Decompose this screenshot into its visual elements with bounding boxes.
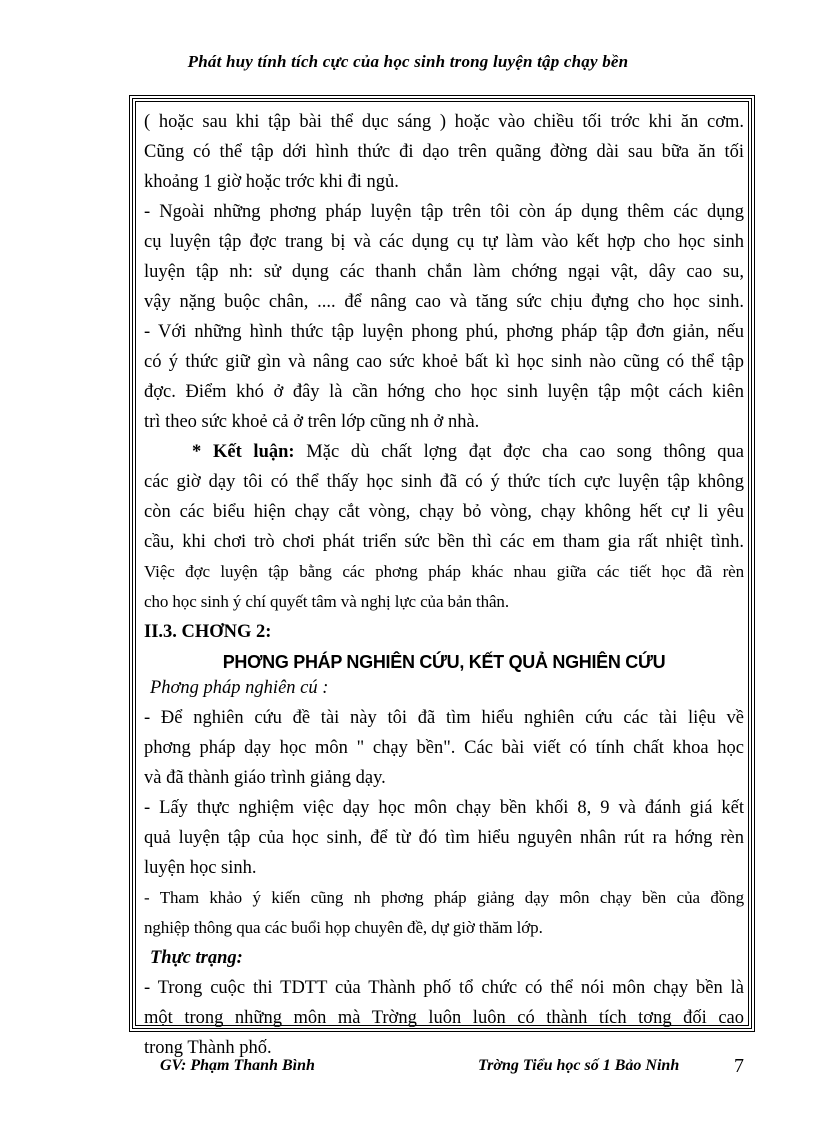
methods-label: Phơng pháp nghiên cú :	[150, 678, 329, 698]
conclusion-first-line	[144, 437, 744, 467]
body-line: vậy nặng buộc chân, .... để nâng cao và tăng sức chịu đựng cho học sinh.	[144, 292, 744, 312]
body-line: đợc. Điểm khó ở đây là cần hớng cho học sinh luyện tập một cách kiên	[144, 382, 744, 402]
conclusion-line: cầu, khi chơi trò chơi phát triển sức bền thì các em tham gia rất nhiệt tình.	[144, 532, 744, 552]
status-label: Thực trạng:	[150, 948, 243, 968]
footer-author: GV: Phạm Thanh Bình	[160, 1057, 315, 1074]
methods-line: phơng pháp dạy học môn " chạy bền". Các bài viết có tính chất khoa học	[144, 738, 744, 758]
section-title: II.3. CHƠNG 2:	[144, 622, 272, 642]
body-line: khoảng 1 giờ hoặc trớc khi đi ngủ.	[144, 172, 399, 192]
methods-line: - Tham khảo ý kiến cũng nh phơng pháp giảng dạy môn chạy bền của đồng	[144, 888, 744, 907]
conclusion-line: còn các biểu hiện chạy cắt vòng, chạy bỏ vòng, chạy không hết cự li yêu	[144, 502, 744, 522]
body-line: Cũng có thể tập dới hình thức đi dạo trên quãng đờng dài sau bữa ăn tối	[144, 142, 744, 162]
methods-line: quả luyện tập của học sinh, để từ đó tìm hiểu nguyên nhân rút ra hớng rèn	[144, 828, 744, 848]
conclusion-line: các giờ dạy tôi có thể thấy học sinh đã có ý thức tích cực luyện tập không	[144, 472, 744, 492]
page-number: 7	[734, 1055, 744, 1077]
conclusion-line: Việc đợc luyện tập bằng các phơng pháp khác nhau giữa các tiết học đã rèn	[144, 562, 744, 581]
body-line: - Với những hình thức tập luyện phong phú, phơng pháp tập đơn giản, nếu	[144, 322, 744, 342]
body-line: - Ngoài những phơng pháp luyện tập trên tôi còn áp dụng thêm các dụng	[144, 202, 744, 222]
running-header: Phát huy tính tích cực của học sinh trong luyện tập chạy bền	[187, 52, 629, 71]
status-line: - Trong cuộc thi TDTT của Thành phố tổ chức có thể nói môn chạy bền là	[144, 978, 744, 998]
footer-school: Trờng Tiểu học số 1 Bảo Ninh	[478, 1057, 680, 1074]
body-line: trì theo sức khoẻ cả ở trên lớp cũng nh ở nhà.	[144, 412, 480, 432]
conclusion-text: Mặc dù chất lợng đạt đợc cha cao song thông qua	[306, 442, 745, 462]
methods-line: nghiệp thông qua các buổi họp chuyên đề, dự giờ thăm lớp.	[144, 918, 543, 937]
methods-line: - Để nghiên cứu đề tài này tôi đã tìm hiểu nghiên cứu các tài liệu về	[144, 708, 744, 728]
running-footer	[160, 1057, 760, 1081]
methods-line: - Lấy thực nghiệm việc dạy học môn chạy bền khối 8, 9 và đánh giá kết	[144, 798, 744, 818]
methods-line: luyện học sinh.	[144, 858, 257, 878]
body-line: cụ luyện tập đợc trang bị và các dụng cụ tự làm vào kết hợp cho học sinh	[144, 232, 744, 252]
chapter-title: PHƠNG PHÁP NGHIÊN CỨU, KẾT QUẢ NGHIÊN CỨU	[222, 652, 666, 672]
body-line: ( hoặc sau khi tập bài thể dục sáng ) hoặc vào chiều tối trớc khi ăn cơm.	[144, 112, 744, 132]
methods-line: và đã thành giáo trình giảng dạy.	[144, 768, 386, 788]
conclusion-label: * Kết luận:	[192, 442, 295, 462]
conclusion-line: cho học sinh ý chí quyết tâm và nghị lực của bản thân.	[144, 592, 509, 611]
status-line: trong Thành phố.	[144, 1038, 272, 1058]
body-line: có ý thức giữ gìn và nâng cao sức khoẻ bất kì học sinh nào cũng có thể tập	[144, 352, 744, 372]
body-line: luyện tập nh: sử dụng các thanh chắn làm chớng ngại vật, dây cao su,	[144, 262, 744, 282]
status-line: một trong những môn mà Trờng luôn luôn có thành tích tơng đối cao	[144, 1008, 744, 1028]
